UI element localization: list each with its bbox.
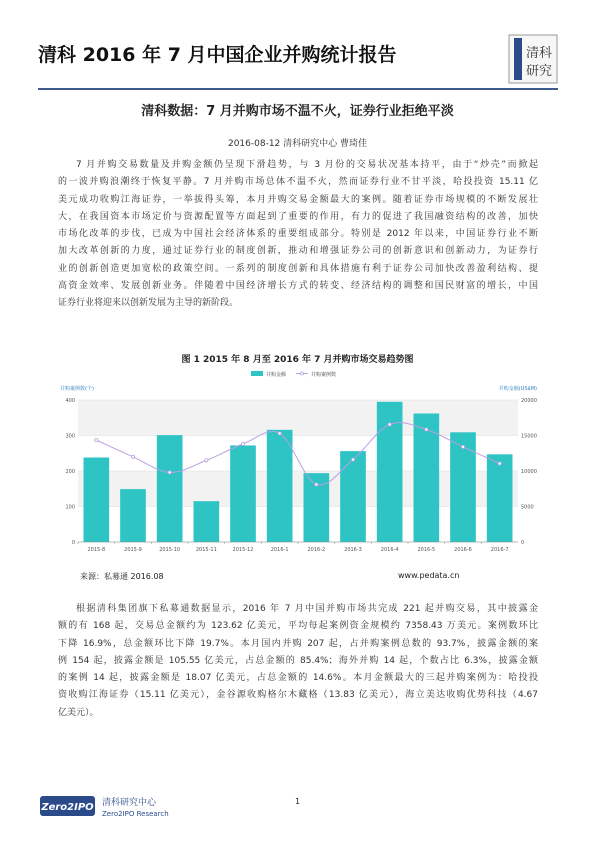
count-point (131, 455, 134, 458)
document-title: 清科 2016 年 7 月中国企业并购统计报告 (38, 44, 397, 66)
paragraph-line: 的一波并购浪潮终于恢复平静。7 月并购市场总体不温不火，然而证券行业不甘平淡，哈投投资 15.11 亿 (58, 177, 538, 188)
x-tick-label: 2016-4 (380, 547, 399, 553)
count-point (278, 432, 281, 435)
footer-org-name: 清科研究中心 (102, 798, 157, 808)
count-point (388, 423, 391, 426)
paragraph-line: 额的有 168 起，交易总金额约为 123.62 亿美元，平均每起案例资金规模约 7358.43 万美元。案例数环比 (58, 621, 538, 632)
y-left-tick-label: 100 (65, 504, 75, 511)
amount-bar (267, 430, 293, 542)
x-tick-label: 2015-12 (232, 547, 254, 553)
seal-char: 研究 (525, 64, 553, 79)
page-number: 1 (294, 797, 301, 806)
y-left-tick-label: 0 (71, 540, 75, 546)
paragraph-line: 证券行业将迎来以创新发展为主导的新阶段。 (58, 298, 239, 309)
y-left-tick-label: 400 (65, 398, 75, 404)
y-left-tick-label: 200 (65, 469, 75, 475)
paragraph-line: 加大改革创新的力度，通过证券行业的制度创新，推动和增强证券公司的创新意识和创新动力，为证券行 (58, 246, 538, 257)
count-point (241, 442, 244, 445)
article-subtitle: 清科数据：7 月并购市场不温不火，证券行业拒绝平淡 (141, 104, 454, 119)
header (38, 34, 558, 84)
article-byline: 2016-08-12 清科研究中心 曹琦佳 (227, 139, 368, 149)
legend-swatch-amount (251, 371, 263, 376)
x-tick-label: 2016-7 (490, 547, 509, 553)
x-tick-label: 2015-9 (124, 547, 142, 553)
paragraph-line: 业的创新创造更加宽松的政策空间。一系列的制度创新和具体措施有利于证券公司加快改善盈利结构、提 (58, 263, 538, 274)
paragraph-line: 下降 16.9%，总金额环比下降 19.7%。本月国内并购 207 起，占并购案例总数的 93.7%，披露金额的案 (58, 638, 538, 649)
y-right-tick-label: 0 (521, 540, 525, 546)
y-right-tick-label: 5000 (521, 504, 534, 511)
count-point (351, 458, 354, 461)
x-tick-label: 2015-8 (87, 547, 106, 553)
figure-title: 图 1 2015 年 8 月至 2016 年 7 月并购市场交易趋势图 (181, 355, 414, 365)
legend-label-amount: 并购金额 (266, 372, 287, 378)
count-point (315, 483, 318, 486)
seal-char: 清科 (525, 46, 553, 61)
footer-org-name-en: Zero2IPO Research (102, 810, 169, 818)
y-left-tick-label: 300 (65, 433, 75, 440)
paragraph-line: 市场化改革的步伐，已成为中国社会经济体系的重要组成部分。特别是 2012 年以来，中国证券行业不断 (58, 229, 538, 240)
grid-band (78, 400, 518, 436)
paragraph-intro (58, 157, 538, 313)
y-right-tick-label: 20000 (521, 398, 537, 404)
count-point (461, 445, 464, 448)
header-rule (38, 88, 558, 90)
paragraph-line: 例 154 起，披露金额是 105.55 亿美元，占总金额的 85.4%；海外并购 14 起，个数占比 6.3%，披露金额 (58, 655, 538, 666)
y-right-tick-label: 10000 (521, 469, 537, 475)
paragraph-statistics (58, 601, 538, 722)
figure-source-url[interactable]: www.pedata.cn (398, 571, 460, 580)
y-right-tick-label: 15000 (521, 433, 537, 440)
count-point (205, 459, 208, 462)
amount-bar (120, 489, 146, 542)
market-trend-chart (56, 366, 541, 566)
x-tick-label: 2015-11 (195, 547, 217, 553)
x-tick-label: 2016-6 (454, 547, 472, 553)
amount-bar (487, 454, 513, 542)
count-point (168, 471, 171, 474)
paragraph-line: 美元成功收购江海证券，一举拔得头筹，本月并购交易金额最大的案例。随着证券市场规模的不断发展壮 (58, 194, 538, 205)
zero2ipo-research-seal-icon (508, 34, 558, 84)
amount-bar (340, 451, 366, 542)
count-point (498, 462, 501, 465)
amount-bar (230, 445, 256, 542)
y-left-axis-title: 并购案例数(个) (60, 386, 94, 392)
count-point (425, 428, 428, 431)
x-tick-label: 2016-5 (417, 547, 436, 553)
amount-bar (157, 435, 183, 542)
legend-label-count: 并购案例数 (311, 372, 337, 378)
x-tick-label: 2016-2 (307, 547, 326, 553)
amount-bar (84, 458, 110, 542)
legend-marker-count (301, 372, 304, 375)
paragraph-line: 根据清科集团旗下私募通数据显示，2016 年 7 月中国并购市场共完成 221 起并购交易，其中披露金 (76, 604, 538, 614)
x-tick-label: 2016-1 (270, 547, 289, 553)
amount-bar (194, 501, 220, 542)
paragraph-line: 高资金效率、发展创新业务。伴随着中国经济增长方式的转变、经济结构的调整和国民财富的增长，中国 (58, 281, 538, 292)
paragraph-line: 的案例 14 起，披露金额是 18.07 亿美元，占总金额的 14.6%。本月金额最大的三起并购案例为：哈投投 (58, 673, 538, 684)
footer-logo-text: Zero2IPO (41, 802, 94, 813)
x-tick-label: 2015-10 (159, 547, 181, 553)
x-tick-label: 2016-3 (344, 547, 362, 553)
paragraph-line: 亿美元）。 (58, 707, 99, 718)
paragraph-line: 大，在我国资本市场定价与资源配置等方面起到了重要的作用，有力的促进了我国融资结构的改善，加快 (58, 211, 538, 222)
y-right-axis-title: 并购金额(US$M) (498, 386, 537, 392)
paragraph-line: 7 月并购交易数量及并购金额仍呈现下滑趋势，与 3 月份的交易状况基本持平，由于“炒壳”而掀起 (76, 160, 538, 170)
figure-source: 来源：私募通 2016.08 (80, 572, 164, 581)
count-point (95, 439, 98, 442)
paragraph-line: 资收购江海证券（15.11 亿美元），金谷源收购格尔木藏格（13.83 亿美元），海立美达收购优势科技（4.67 (58, 690, 538, 701)
